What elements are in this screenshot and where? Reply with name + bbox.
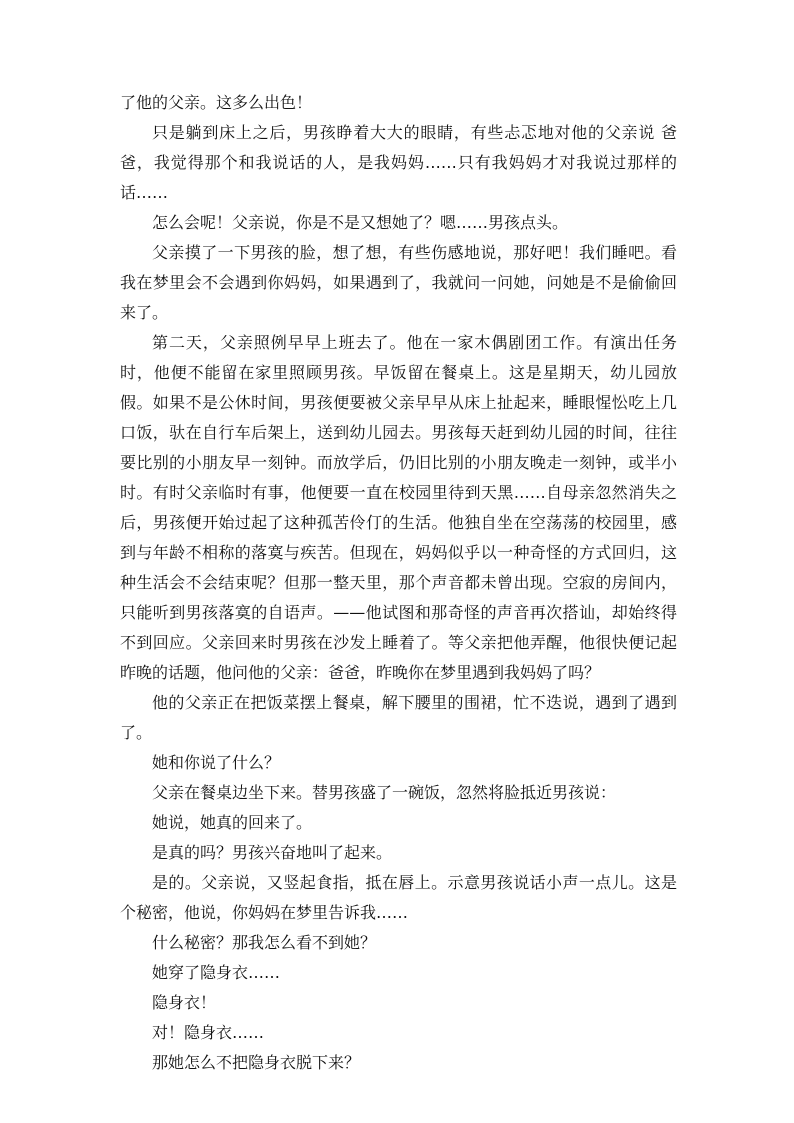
paragraph: 是的。父亲说，又竖起食指，抵在唇上。示意男孩说话小声一点儿。这是个秘密，他说，你妈妈在梦里告诉我……	[120, 873, 677, 922]
paragraph: 她和你说了什么？	[152, 753, 281, 772]
paragraph: 怎么会呢！父亲说，你是不是又想她了？嗯……男孩点头。	[152, 213, 569, 232]
paragraph: 她穿了隐身衣……	[152, 963, 281, 982]
paragraph: 父亲在餐桌边坐下来。替男孩盛了一碗饭，忽然将脸抵近男孩说：	[152, 783, 617, 802]
paragraph: 是真的吗？男孩兴奋地叫了起来。	[152, 843, 393, 862]
paragraph: 对！隐身衣……	[152, 1023, 265, 1042]
paragraph: 她说，她真的回来了。	[152, 813, 313, 832]
paragraph: 隐身衣！	[152, 993, 217, 1012]
paragraph: 了他的父亲。这多么出色！	[120, 93, 313, 112]
paragraph: 只是躺到床上之后，男孩睁着大大的眼睛，有些忐忑地对他的父亲说 爸爸，我觉得那个和我说话的人，是我妈妈……只有我妈妈才对我说过那样的话……	[120, 123, 677, 202]
document-body	[120, 88, 677, 1078]
paragraph: 第二天，父亲照例早早上班去了。他在一家木偶剧团工作。有演出任务时，他便不能留在家里照顾男孩。早饭留在餐桌上。这是星期天，幼儿园放假。如果不是公休时间，男孩便要被父亲早早从床上扯起来，睡眼惺忪吃上几口饭，驮在自行车后架上，送到幼儿园去。男孩每天赶到幼儿园的时间，往往要比别的小朋友早一刻钟。而放学后，仍旧比别的小朋友晚走一刻钟，或半小时。有时父亲临时有事，他便要一直在校园里待到天黑……自母亲忽然消失之后，男孩便开始过起了这种孤苦伶仃的生活。他独自坐在空荡荡的校园里，感到与年龄不相称的落寞与疾苦。但现在，妈妈似乎以一种奇怪的方式回归，这种生活会不会结束呢？但那一整天里，那个声音都未曾出现。空寂的房间内，只能听到男孩落寞的自语声。——他试图和那奇怪的声音再次搭讪，却始终得不到回应。父亲回来时男孩在沙发上睡着了。等父亲把他弄醒，他很快便记起昨晚的话题，他问他的父亲：爸爸，昨晚你在梦里遇到我妈妈了吗？	[120, 333, 677, 682]
paragraph: 那她怎么不把隐身衣脱下来？	[152, 1053, 361, 1072]
paragraph: 他的父亲正在把饭菜摆上餐桌，解下腰里的围裙，忙不迭说，遇到了遇到了。	[120, 693, 677, 742]
paragraph: 什么秘密？那我怎么看不到她？	[152, 933, 377, 952]
paragraph: 父亲摸了一下男孩的脸，想了想，有些伤感地说，那好吧！我们睡吧。看我在梦里会不会遇到你妈妈，如果遇到了，我就问一问她，问她是不是偷偷回来了。	[120, 243, 677, 322]
